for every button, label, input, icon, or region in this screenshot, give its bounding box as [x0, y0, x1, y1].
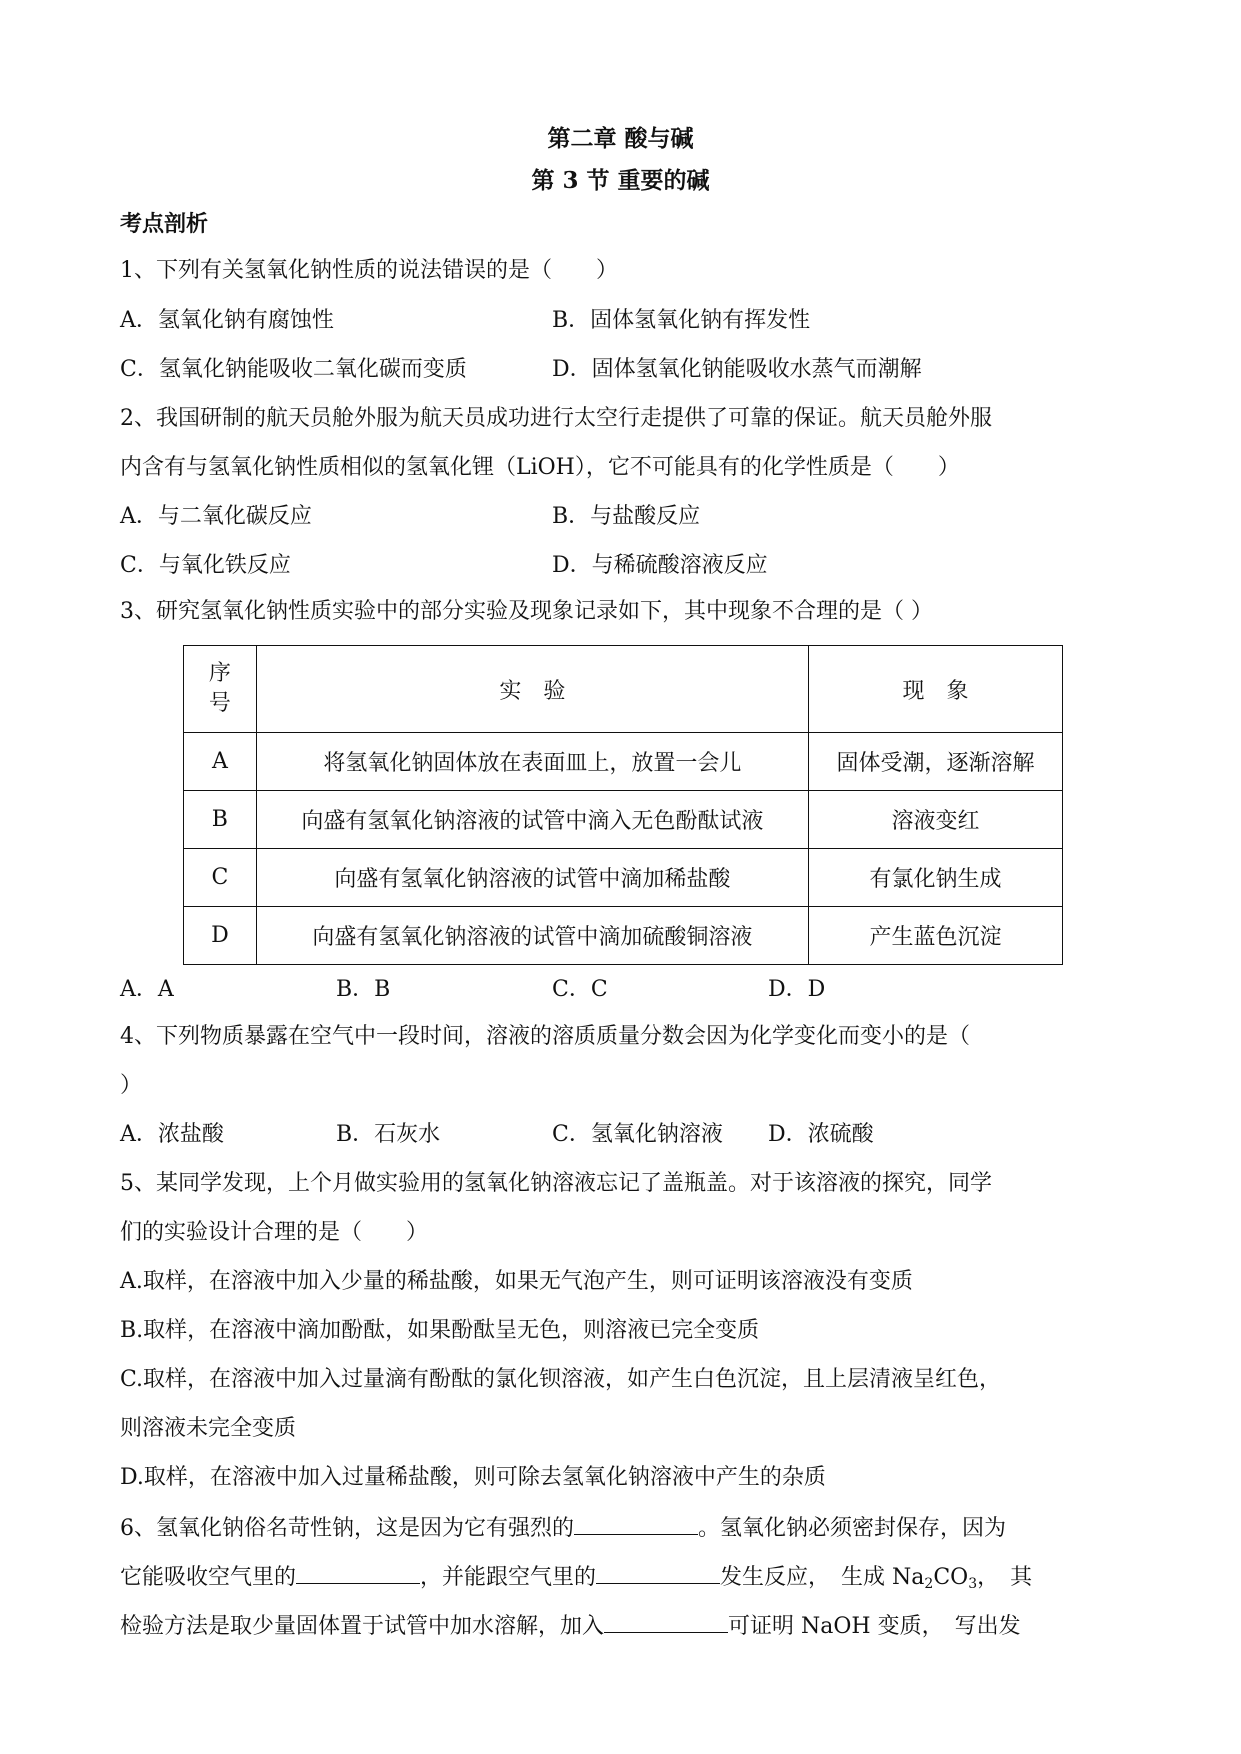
table-row [184, 791, 1063, 849]
subscript: 2 [924, 1576, 934, 1592]
answer-blank[interactable] [296, 1561, 420, 1584]
question-5-stem-line-2: 们的实验设计合理的是（ ） [120, 1220, 429, 1245]
question-5-stem-line-1: 5、某同学发现，上个月做实验用的氢氧化钠溶液忘记了盖瓶盖。对于该溶液的探究，同学 [120, 1171, 993, 1196]
table-header-seq: 序号 [184, 646, 257, 733]
question-1-option-c: C．氢氧化钠能吸收二氧化碳而变质 [120, 357, 467, 382]
question-6-text: 检验方法是取少量固体置于试管中加水溶解，加入 [120, 1614, 605, 1639]
table-cell-seq: D [184, 907, 257, 965]
table-header-phenomenon: 现 象 [809, 646, 1063, 733]
answer-blank[interactable] [596, 1561, 720, 1584]
question-5-option-b: B.取样，在溶液中滴加酚酞，如果酚酞呈无色，则溶液已完全变质 [120, 1318, 760, 1343]
question-6-line-1 [120, 1512, 1130, 1544]
table-cell-experiment: 将氢氧化钠固体放在表面皿上，放置一会儿 [256, 733, 808, 791]
table-cell-experiment: 向盛有氢氧化钠溶液的试管中滴加稀盐酸 [256, 849, 808, 907]
question-6-text: 可证明 NaOH 变质， 写出发 [728, 1614, 1021, 1639]
table-cell-phenomenon: 固体受潮，逐渐溶解 [809, 733, 1063, 791]
question-4-option-d: D．浓硫酸 [768, 1122, 874, 1147]
table-row [184, 907, 1063, 965]
table-cell-seq: A [184, 733, 257, 791]
question-6-text: ， 其 [977, 1565, 1033, 1590]
question-6-text: 。氢氧化钠必须密封保存，因为 [698, 1516, 1007, 1541]
question-5-option-d: D.取样，在溶液中加入过量稀盐酸，则可除去氢氧化钠溶液中产生的杂质 [120, 1465, 826, 1490]
question-6-text: ，并能跟空气里的 [420, 1565, 597, 1590]
question-1-option-d: D．固体氢氧化钠能吸收水蒸气而潮解 [552, 357, 922, 382]
section-title: 第 3 节 重要的碱 [531, 167, 710, 194]
question-3-option-b: B．B [336, 977, 391, 1002]
table-cell-experiment: 向盛有氢氧化钠溶液的试管中滴入无色酚酞试液 [256, 791, 808, 849]
question-6-text: 它能吸收空气里的 [120, 1565, 297, 1590]
question-2-stem-line-1: 2、我国研制的航天员舱外服为航天员成功进行太空行走提供了可靠的保证。航天员舱外服 [120, 406, 993, 431]
question-4-option-c: C．氢氧化钠溶液 [552, 1122, 723, 1147]
answer-blank[interactable] [604, 1610, 728, 1633]
table-cell-seq: C [184, 849, 257, 907]
question-4-stem-line-1: 4、下列物质暴露在空气中一段时间，溶液的溶质质量分数会因为化学变化而变小的是（ [120, 1024, 970, 1049]
question-1-stem: 1、下列有关氢氧化钠性质的说法错误的是（ ） [120, 258, 618, 283]
question-2-option-a: A．与二氧化碳反应 [120, 504, 312, 529]
question-3-option-a: A．A [120, 977, 174, 1002]
question-2-stem-line-2: 内含有与氢氧化钠性质相似的氢氧化锂（LiOH），它不可能具有的化学性质是（ ） [120, 455, 960, 480]
question-4-option-a: A．浓盐酸 [120, 1122, 224, 1147]
table-header-row [184, 646, 1063, 733]
experiment-table [183, 645, 1063, 965]
table-cell-phenomenon: 溶液变红 [809, 791, 1063, 849]
question-5-option-c-line-1: C.取样，在溶液中加入过量滴有酚酞的氯化钡溶液，如产生白色沉淀，且上层清液呈红色， [120, 1367, 1002, 1392]
question-2-option-b: B．与盐酸反应 [552, 504, 701, 529]
question-6-text: CO [933, 1565, 969, 1590]
question-2-option-d: D．与稀硫酸溶液反应 [552, 553, 768, 578]
section-label: 考点剖析 [120, 211, 209, 237]
question-6-line-2 [120, 1561, 1130, 1593]
question-3-stem: 3、研究氢氧化钠性质实验中的部分实验及现象记录如下，其中现象不合理的是（ ） [120, 599, 933, 624]
table-header-experiment: 实 验 [256, 646, 808, 733]
question-5-option-c-line-2: 则溶液未完全变质 [120, 1416, 297, 1441]
table-row [184, 733, 1063, 791]
question-2-option-c: C．与氧化铁反应 [120, 553, 291, 578]
chapter-title: 第二章 酸与碱 [547, 125, 694, 152]
subscript: 3 [968, 1576, 978, 1592]
question-1-option-b: B．固体氢氧化钠有挥发性 [552, 308, 811, 333]
question-4-option-b: B．石灰水 [336, 1122, 441, 1147]
question-1-option-a: A．氢氧化钠有腐蚀性 [120, 308, 334, 333]
question-6-text: 6、氢氧化钠俗名苛性钠，这是因为它有强烈的 [120, 1516, 574, 1541]
question-6-text: 发生反应， 生成 Na [720, 1565, 925, 1590]
table-row [184, 849, 1063, 907]
question-4-stem-line-2: ） [120, 1073, 143, 1098]
table-cell-phenomenon: 有氯化钠生成 [809, 849, 1063, 907]
question-5-option-a: A.取样，在溶液中加入少量的稀盐酸，如果无气泡产生，则可证明该溶液没有变质 [120, 1269, 913, 1294]
table-cell-phenomenon: 产生蓝色沉淀 [809, 907, 1063, 965]
table-cell-experiment: 向盛有氢氧化钠溶液的试管中滴加硫酸铜溶液 [256, 907, 808, 965]
question-3-option-c: C．C [552, 977, 608, 1002]
question-3-option-d: D．D [768, 977, 826, 1002]
answer-blank[interactable] [574, 1512, 698, 1535]
table-cell-seq: B [184, 791, 257, 849]
question-6-line-3 [120, 1610, 1130, 1642]
